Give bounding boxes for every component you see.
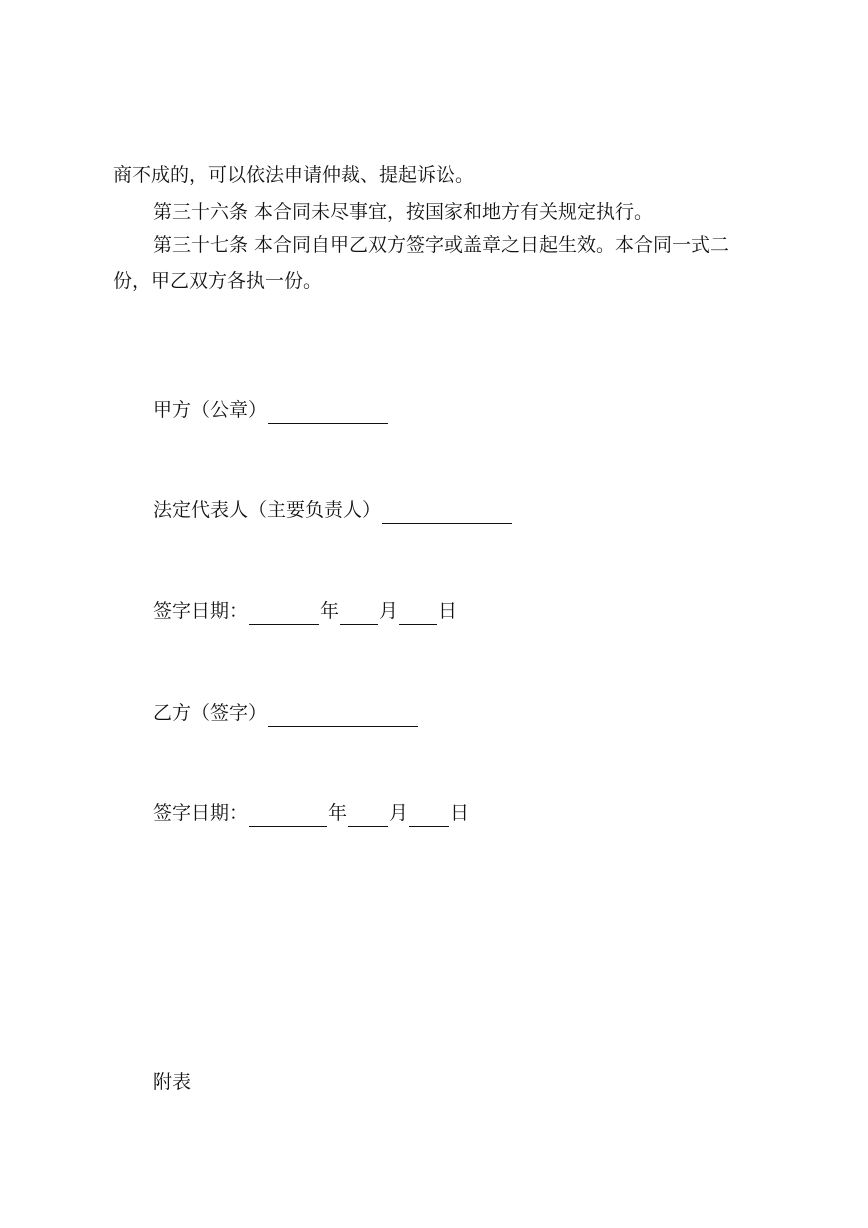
paragraph-article-37: 第三十七条 本合同自甲乙双方签字或盖章之日起生效。本合同一式二 [153,234,730,256]
month-label: 月 [389,802,409,824]
year-label: 年 [320,600,340,622]
party-a-label: 甲方（公章） [153,399,268,421]
month-label: 月 [379,600,399,622]
year-label: 年 [328,802,348,824]
party-a-seal-field[interactable] [268,401,388,424]
party-b-signature-field[interactable] [268,704,418,727]
party-b-signature-line [153,699,419,727]
party-b-label: 乙方（签字） [153,702,268,724]
day-field[interactable] [399,602,437,625]
paragraph-continuation: 商不成的，可以依法申请仲裁、提起诉讼。 [113,164,475,186]
party-b-date-line [153,799,469,827]
legal-rep-signature-field[interactable] [382,501,512,524]
day-label: 日 [450,802,470,824]
month-field[interactable] [348,804,388,827]
year-field[interactable] [249,602,319,625]
party-a-date-line [153,597,457,625]
year-field[interactable] [249,804,327,827]
date-label: 签字日期： [153,600,249,622]
month-field[interactable] [340,602,378,625]
legal-rep-signature-line [153,496,513,524]
date-label: 签字日期： [153,802,249,824]
appendix-heading: 附表 [153,1071,192,1093]
day-label: 日 [438,600,458,622]
day-field[interactable] [409,804,449,827]
party-a-signature-line [153,396,389,424]
paragraph-article-36: 第三十六条 本合同未尽事宜，按国家和地方有关规定执行。 [153,201,654,223]
legal-rep-label: 法定代表人（主要负责人） [153,499,382,521]
paragraph-article-37-cont: 份，甲乙双方各执一份。 [113,270,323,292]
